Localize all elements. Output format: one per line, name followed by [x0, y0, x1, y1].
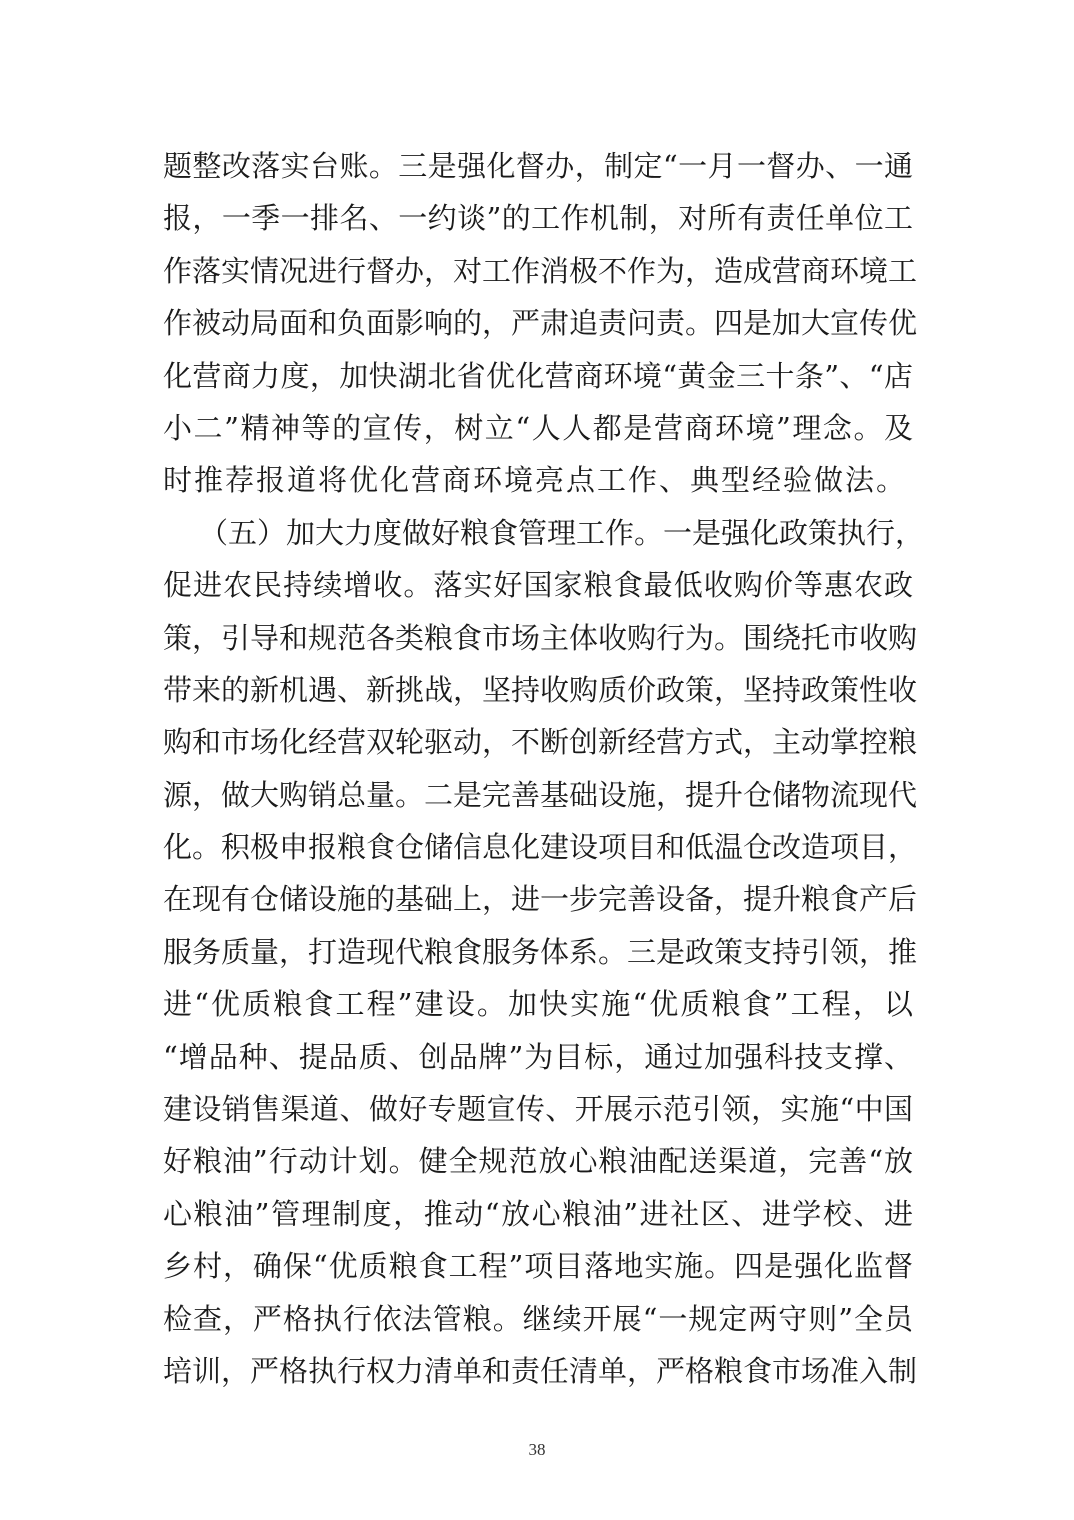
text-line: 购和市场化经营双轮驱动，不断创新经营方式，主动掌控粮	[163, 725, 918, 760]
section-heading-line: （五）加大力度做好粮食管理工作。一是强化政策执行，	[199, 515, 925, 550]
body-text	[163, 140, 925, 1397]
text-line: 进“优质粮食工程”建设。加快实施“优质粮食”工程，以	[163, 987, 913, 1022]
text-line: 培训，严格执行权力清单和责任清单，严格粮食市场准入制	[163, 1353, 918, 1388]
text-line: 好粮油”行动计划。健全规范放心粮油配送渠道，完善“放	[163, 1144, 913, 1179]
text-line: 报，一季一排名、一约谈”的工作机制，对所有责任单位工	[163, 201, 913, 236]
text-line: 作落实情况进行督办，对工作消极不作为，造成营商环境工	[163, 253, 918, 288]
text-line: 时推荐报道将优化营商环境亮点工作、典型经验做法。	[163, 463, 908, 498]
text-line: 小二”精神等的宣传，树立“人人都是营商环境”理念。及	[163, 410, 913, 445]
text-line: 促进农民持续增收。落实好国家粮食最低收购价等惠农政	[163, 568, 913, 603]
text-line: 服务质量，打造现代粮食服务体系。三是政策支持引领，推	[163, 934, 918, 969]
text-line: 带来的新机遇、新挑战，坚持收购质价政策，坚持政策性收	[163, 672, 918, 707]
text-line: 检查，严格执行依法管粮。继续开展“一规定两守则”全员	[163, 1301, 913, 1336]
text-line: 化营商力度，加快湖北省优化营商环境“黄金三十条”、“店	[163, 358, 913, 393]
text-line: 乡村，确保“优质粮食工程”项目落地实施。四是强化监督	[163, 1249, 913, 1284]
text-line: 策，引导和规范各类粮食市场主体收购行为。围绕托市收购	[163, 620, 918, 655]
text-line: 在现有仓储设施的基础上，进一步完善设备，提升粮食产后	[163, 882, 918, 917]
text-line: 化。积极申报粮食仓储信息化建设项目和低温仓改造项目，	[163, 830, 918, 865]
text-line: 作被动局面和负面影响的，严肃追责问责。四是加大宣传优	[163, 306, 918, 341]
page-number: 38	[528, 1440, 546, 1459]
text-line: 心粮油”管理制度，推动“放心粮油”进社区、进学校、进	[163, 1196, 913, 1231]
text-line: 源，做大购销总量。二是完善基础设施，提升仓储物流现代	[163, 777, 918, 812]
text-line: 建设销售渠道、做好专题宣传、开展示范引领，实施“中国	[163, 1092, 913, 1127]
text-line: 题整改落实台账。三是强化督办，制定“一月一督办、一通	[163, 149, 913, 183]
text-line: “增品种、提品质、创品牌”为目标，通过加强科技支撑、	[163, 1039, 913, 1074]
